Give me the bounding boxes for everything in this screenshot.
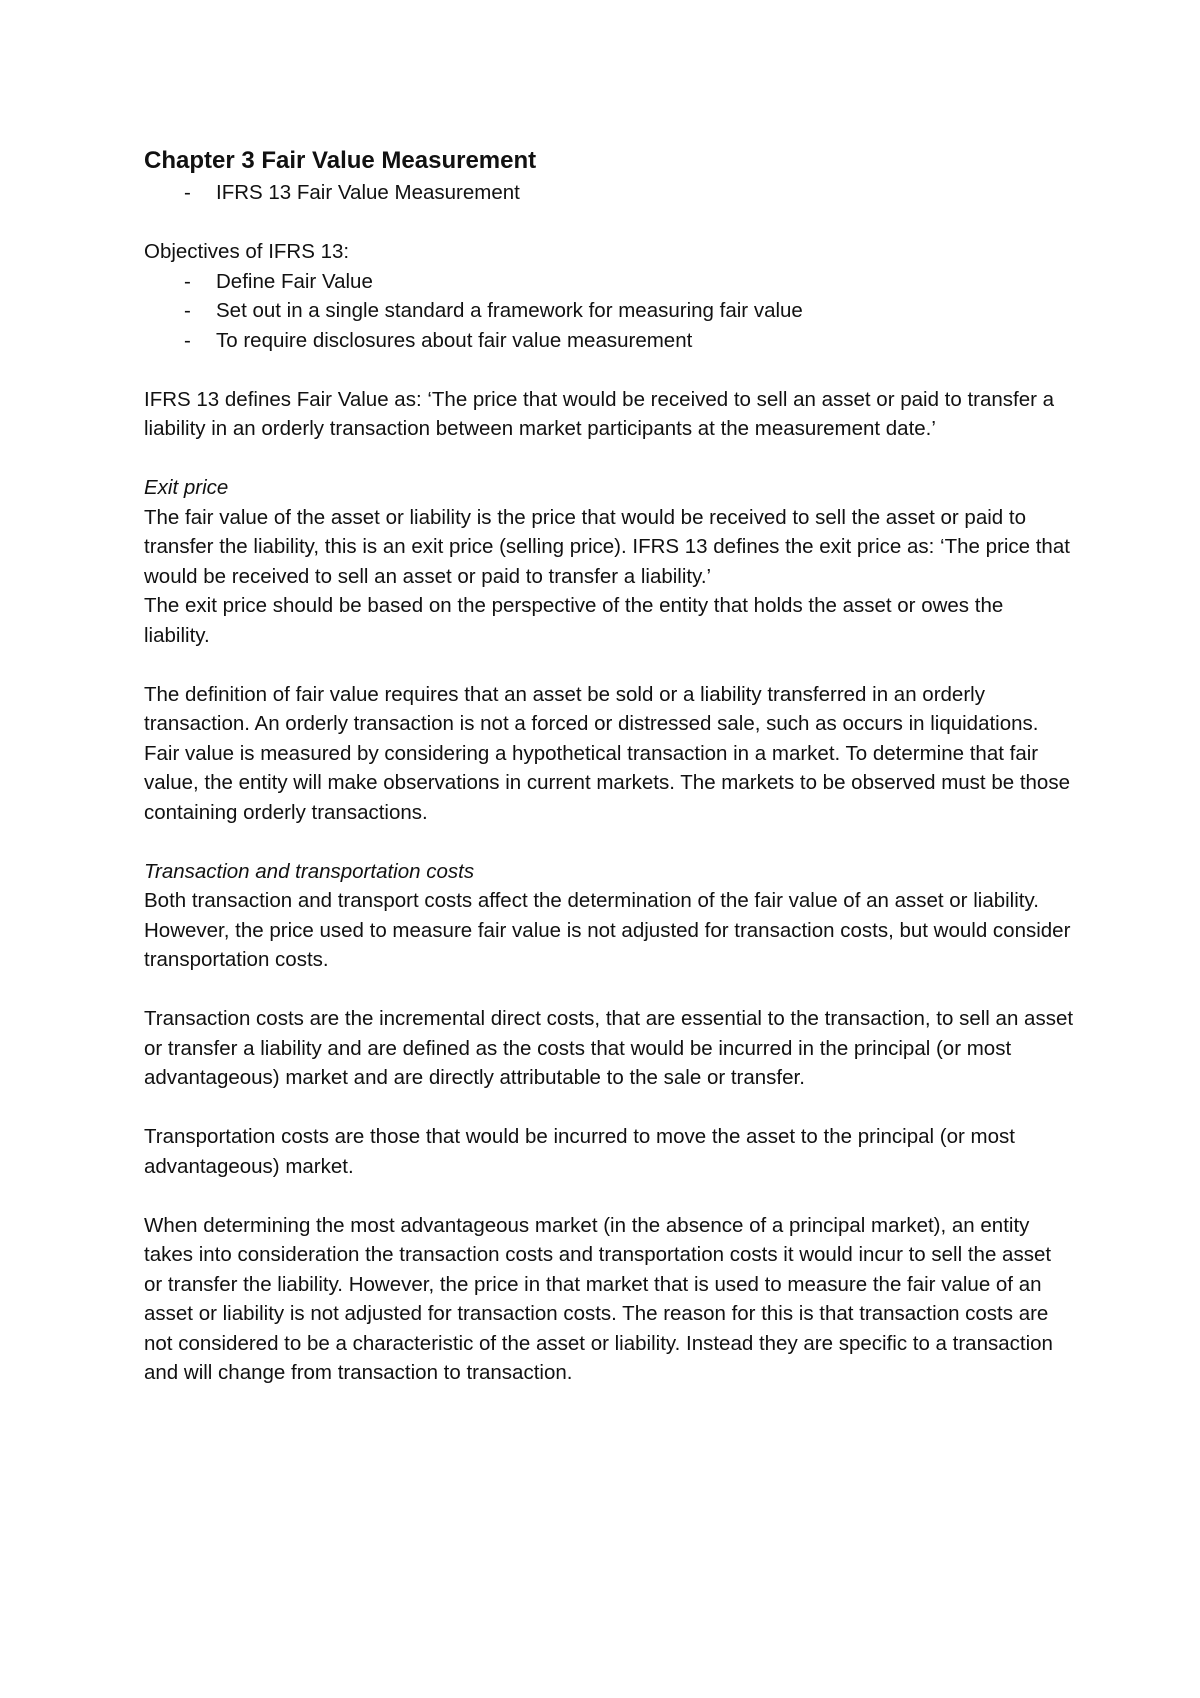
objectives-list <box>144 267 1074 356</box>
costs-heading: Transaction and transportation costs <box>144 859 475 883</box>
list-item: - To require disclosures about fair value measurement <box>144 326 1074 356</box>
title-list <box>144 178 1074 208</box>
advantageous-market-paragraph: When determining the most advantageous market (in the absence of a principal market), an entity takes into consideration the transaction costs and transportation costs it would incur to sell the asset or transfer the liability. However, the price in that market that is used to measure the fair value of an asset or liability is not adjusted for transaction costs. The reason for this is that transaction costs are not considered to be a characteristic of the asset or liability. Instead they are specific to a transaction and will change from transaction to transaction. <box>144 1213 1053 1384</box>
exit-price-heading: Exit price <box>144 476 229 499</box>
document-page <box>144 144 1074 1388</box>
objectives-heading: Objectives of IFRS 13: <box>144 240 350 263</box>
transaction-costs-paragraph: Transaction costs are the incremental direct costs, that are essential to the transaction, to sell an asset or transfer a liability and are defined as the costs that would be incurred in the principal (or most advantageous) market and are directly attributable to the sale or transfer. <box>144 1007 1074 1089</box>
spacer <box>144 444 1074 474</box>
spacer <box>144 827 1074 857</box>
list-item: - Set out in a single standard a framework for measuring fair value <box>144 296 1074 326</box>
spacer <box>144 1093 1074 1123</box>
transportation-costs-paragraph: Transportation costs are those that would be incurred to move the asset to the principal (or most advantageous) market. <box>144 1125 1015 1178</box>
list-item: - IFRS 13 Fair Value Measurement <box>144 178 1074 208</box>
spacer <box>144 208 1074 238</box>
exit-price-paragraph: The fair value of the asset or liability is the price that would be received to sell the asset or paid to transfer the liability, this is an exit price (selling price). IFRS 13 defines the exit price as: ‘The price that would be received to sell an asset or paid to transfer a liability.’ <box>144 505 1070 588</box>
spacer <box>144 975 1074 1005</box>
chapter-title: Chapter 3 Fair Value Measurement <box>144 147 537 174</box>
spacer <box>144 650 1074 680</box>
orderly-transaction-paragraph: The definition of fair value requires that an asset be sold or a liability transferred in an orderly transaction. An orderly transaction is not a forced or distressed sale, such as occurs in liquidations. Fair value is measured by considering a hypothetical transaction in a market. To determine that fair value, the entity will make observations in current markets. The markets to be observed must be those containing orderly transactions. <box>144 682 1070 824</box>
definition-paragraph: IFRS 13 defines Fair Value as: ‘The price that would be received to sell an asset or paid to transfer a liability in an orderly transaction between market participants at the measurement date.’ <box>144 387 1055 440</box>
spacer <box>144 1181 1074 1211</box>
spacer <box>144 355 1074 385</box>
exit-price-perspective-paragraph: The exit price should be based on the perspective of the entity that holds the asset or owes the liability. <box>144 594 1004 647</box>
list-item: - Define Fair Value <box>144 267 1074 297</box>
costs-paragraph: Both transaction and transport costs affect the determination of the fair value of an asset or liability. However, the price used to measure fair value is not adjusted for transaction costs, but would consider transportation costs. <box>144 889 1071 971</box>
